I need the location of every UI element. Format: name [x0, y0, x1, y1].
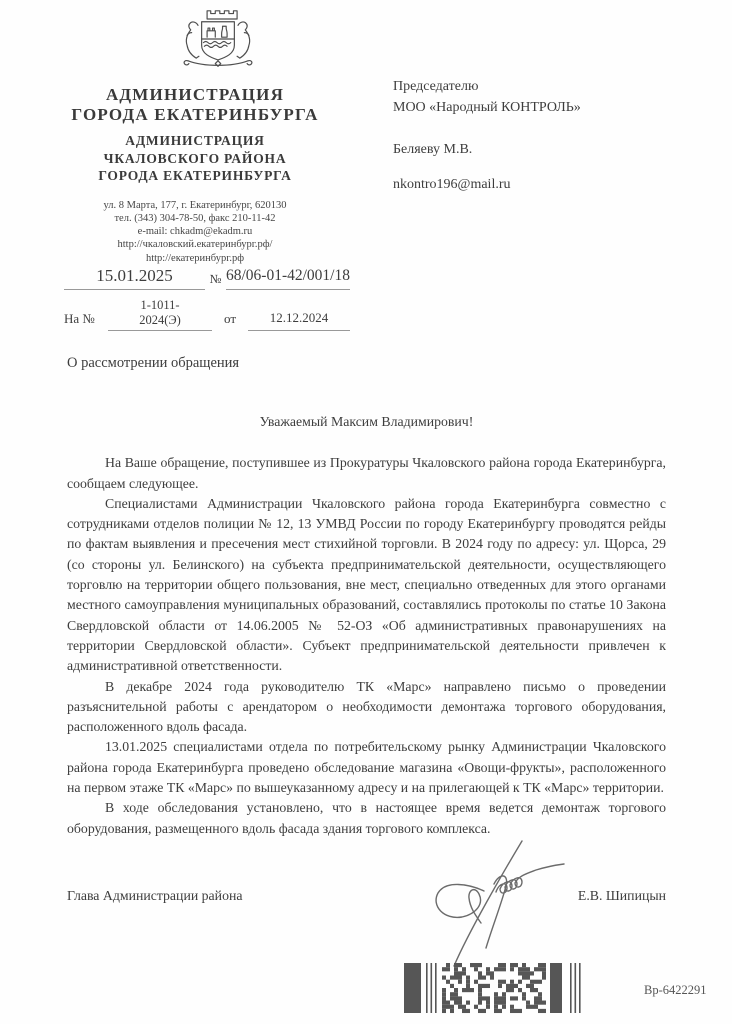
- contact-address: ул. 8 Марта, 177, г. Екатеринбург, 620130: [103, 199, 287, 211]
- body-paragraph: Специалистами Администрации Чкаловского района города Екатеринбурга совместно с сотрудниками отделов полиции № 12, 13 УМВД России по городу Екатеринбургу проводятся рейды по фактам выявления и пресечения мест стихийной торговли. В 2024 году по адресу: ул. Щорса, 29 (со стороны ул. Белинского) на субъекта предпринимательской деятельности, осуществляющего торговлю на территории общего пользования, вне мест, специально отведенных для этого органами местного самоуправления муниципальных образований, составлялись протоколы по статье 10 Закона Свердловской области от 14.06.2005 № 52-ОЗ «Об административных правонарушениях на территории Свердловской области». Субъект предпринимательской деятельности привлечен к административной ответственности.: [67, 495, 666, 674]
- document-code: Вр-6422291: [644, 983, 707, 997]
- handwritten-signature-icon: [424, 836, 574, 971]
- addressee-name: Беляеву М.В.: [393, 142, 473, 157]
- barcode-cells: [442, 963, 546, 1013]
- number-sign-label: №: [209, 272, 222, 286]
- contact-phone: тел. (343) 304-78-50, факс 210-11-42: [114, 212, 276, 224]
- body-paragraph: 13.01.2025 специалистами отдела по потребительскому рынку Администрации Чкаловского района города Екатеринбурга проведено обследование магазина «Овощи-фрукты», расположенного на первом этаже ТК «Марс» по вышеуказанному адресу и на прилегающей к ТК «Марс» территории.: [67, 739, 666, 796]
- department-name-line3: ГОРОДА ЕКАТЕРИНБУРГА: [98, 168, 292, 183]
- subject-line: О рассмотрении обращения: [67, 355, 240, 371]
- incoming-number-line2: 2024(Э): [139, 313, 181, 327]
- body-paragraph: В ходе обследования установлено, что в настоящее время ведется демонтаж торгового оборудования, размещенного вдоль фасада здания торгового комплекса.: [67, 800, 666, 836]
- body-paragraph: В декабре 2024 года руководителю ТК «Марс» направлено письмо о проведении разъяснительной работы с арендатором о необходимости демонтажа торгового оборудования, расположенного вдоль фасада.: [67, 678, 666, 735]
- department-name-line1: АДМИНИСТРАЦИЯ: [125, 133, 265, 148]
- addressee-block: [393, 76, 693, 195]
- salutation: Уважаемый Максим Владимирович!: [259, 414, 474, 429]
- reply-to-label: На №: [64, 311, 95, 326]
- body-paragraph: На Ваше обращение, поступившее из Прокуратуры Чкаловского района города Екатеринбурга, сообщаем следующее.: [67, 455, 666, 491]
- department-name-line2: ЧКАЛОВСКОГО РАЙОНА: [103, 150, 287, 166]
- incoming-number-line1: 1-1011-: [140, 298, 180, 312]
- spacer: [393, 118, 693, 139]
- addressee-position: Председателю: [393, 79, 479, 94]
- document-barcode-icon: [404, 962, 588, 1014]
- incoming-number: [108, 298, 212, 331]
- signer-position: Глава Администрации района: [67, 888, 243, 903]
- yekaterinburg-coat-of-arms-icon: [168, 6, 268, 72]
- contact-email: e-mail: chkadm@ekadm.ru: [137, 226, 253, 238]
- contact-website-city: http://екатеринбург.рф: [145, 252, 245, 264]
- incoming-date: 12.12.2024: [248, 310, 350, 331]
- signer-name: Е.В. Шипицын: [577, 888, 666, 903]
- organization-name-line1: АДМИНИСТРАЦИЯ: [105, 85, 285, 104]
- contact-website-district: http://чкаловский.екатеринбург.рф/: [117, 239, 273, 251]
- reference-block: [64, 266, 350, 331]
- outgoing-number: 68/06-01-42/001/18: [226, 267, 350, 290]
- from-label: от: [223, 311, 236, 326]
- reference-row-outgoing: [64, 266, 350, 290]
- letterhead: [50, 6, 340, 265]
- organization-name-line2: ГОРОДА ЕКАТЕРИНБУРГА: [71, 104, 319, 124]
- department-name: [50, 132, 340, 185]
- addressee-organization: МОО «Народный КОНТРОЛЬ»: [393, 100, 581, 115]
- contact-block: [50, 199, 340, 265]
- addressee-email: nkontro196@mail.ru: [393, 177, 511, 192]
- reference-row-incoming: [64, 298, 350, 331]
- spacer: [393, 160, 693, 174]
- letter-body: [67, 412, 666, 839]
- outgoing-date: 15.01.2025: [64, 266, 205, 290]
- organization-name: [50, 85, 340, 124]
